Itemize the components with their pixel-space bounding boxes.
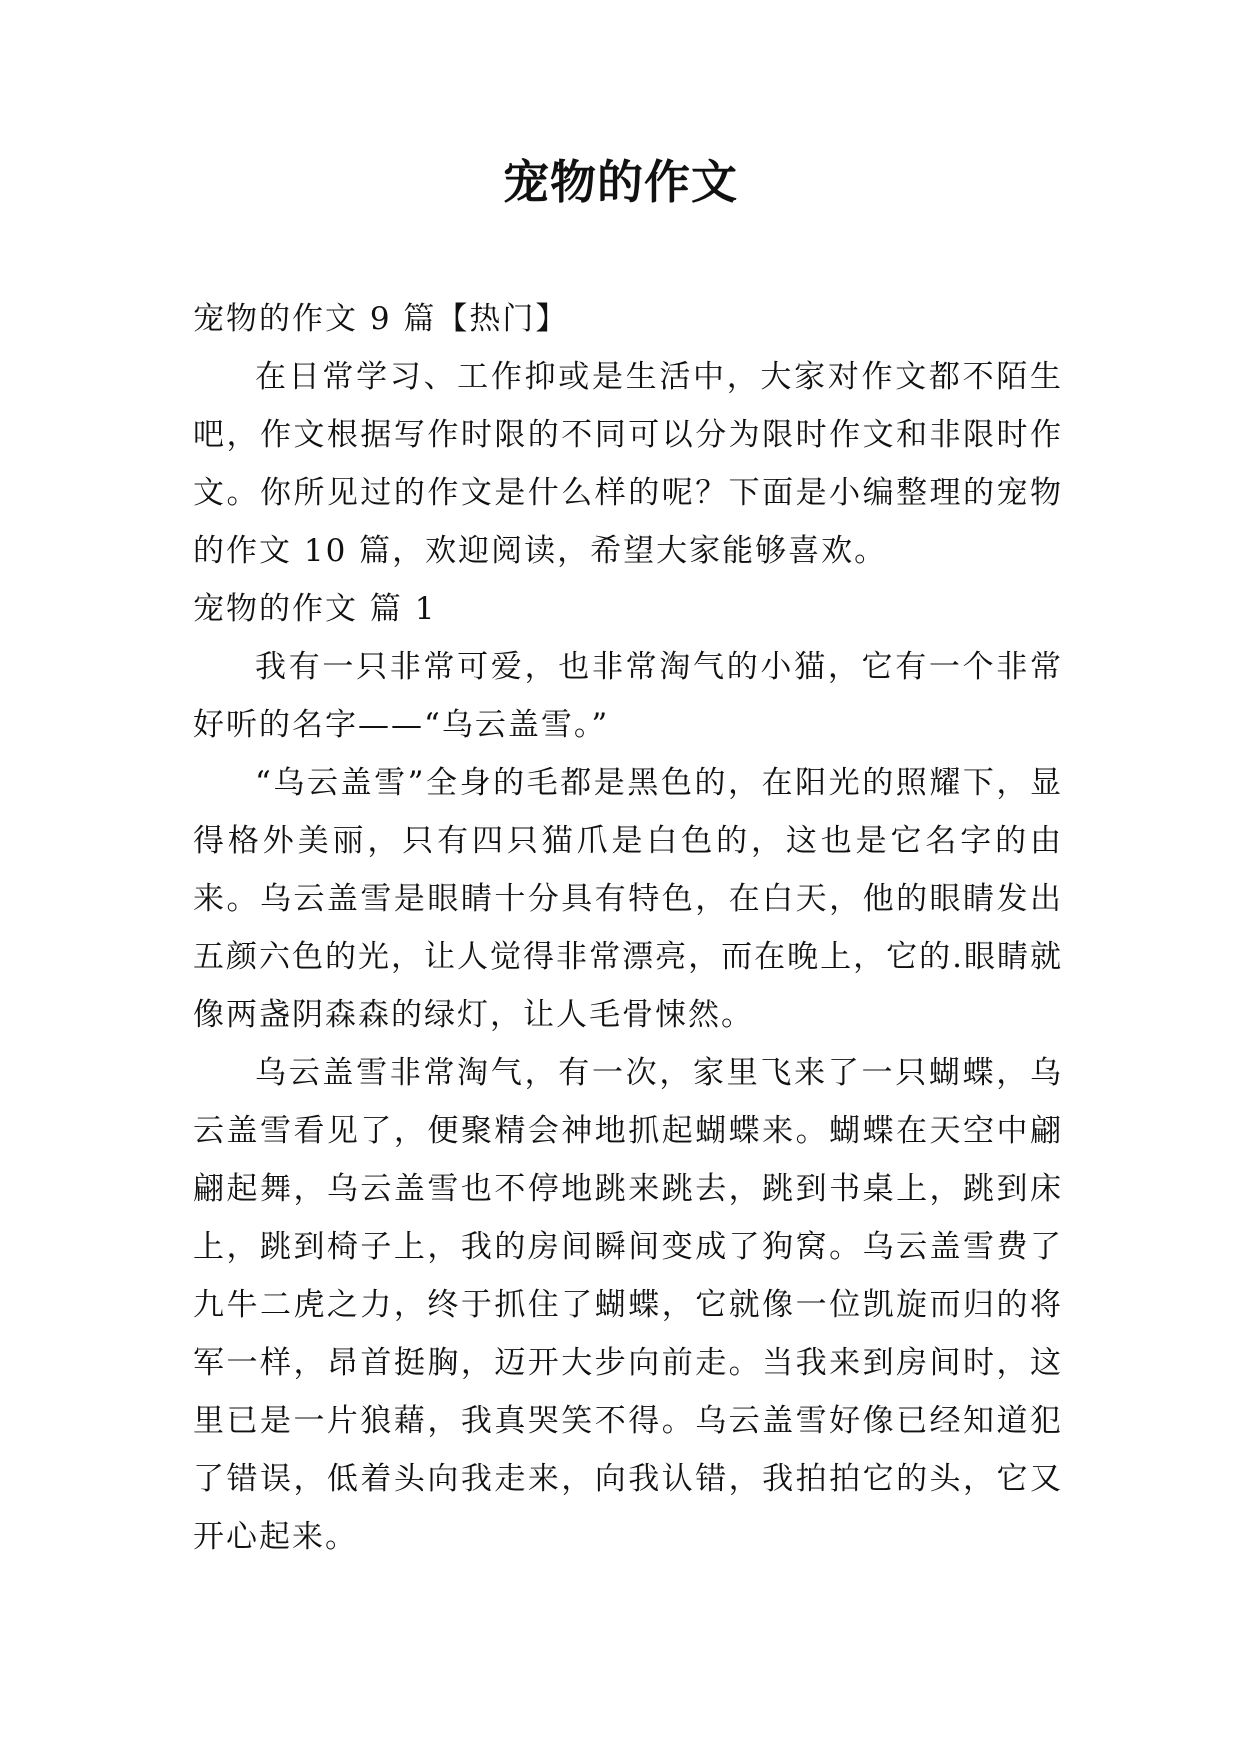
body-paragraph-3: 乌云盖雪非常淘气，有一次，家里飞来了一只蝴蝶，乌云盖雪看见了，便聚精会神地抓起蝴蝶来。蝴蝶在天空中翩翩起舞，乌云盖雪也不停地跳来跳去，跳到书桌上，跳到床上，跳到椅子上，我的房间瞬间变成了狗窝。乌云盖雪费了九牛二虎之力，终于抓住了蝴蝶，它就像一位凯旋而归的将军一样，昂首挺胸，迈开大步向前走。当我来到房间时，这里已是一片狼藉，我真哭笑不得。乌云盖雪好像已经知道犯了错误，低着头向我走来，向我认错，我拍拍它的头，它又开心起来。 <box>193 1055 1063 1555</box>
document-subtitle: 宠物的作文 9 篇【热门】 <box>193 301 569 337</box>
section-heading: 宠物的作文 篇 1 <box>193 591 437 627</box>
body-paragraph-2: “乌云盖雪”全身的毛都是黑色的，在阳光的照耀下，显得格外美丽，只有四只猫爪是白色的，这也是它名字的由来。乌云盖雪是眼睛十分具有特色，在白天，他的眼睛发出五颜六色的光，让人觉得非常漂亮，而在晚上，它的.眼睛就像两盏阴森森的绿灯，让人毛骨悚然。 <box>193 765 1063 1033</box>
document-title: 宠物的作文 <box>503 155 738 209</box>
document-body <box>193 290 1063 1566</box>
intro-paragraph: 在日常学习、工作抑或是生活中，大家对作文都不陌生吧，作文根据写作时限的不同可以分为限时作文和非限时作文。你所见过的作文是什么样的呢？下面是小编整理的宠物的作文 10 篇，欢迎阅读，希望大家能够喜欢。 <box>193 359 1063 569</box>
body-paragraph-1: 我有一只非常可爱，也非常淘气的小猫，它有一个非常好听的名字——“乌云盖雪。” <box>193 649 1063 743</box>
